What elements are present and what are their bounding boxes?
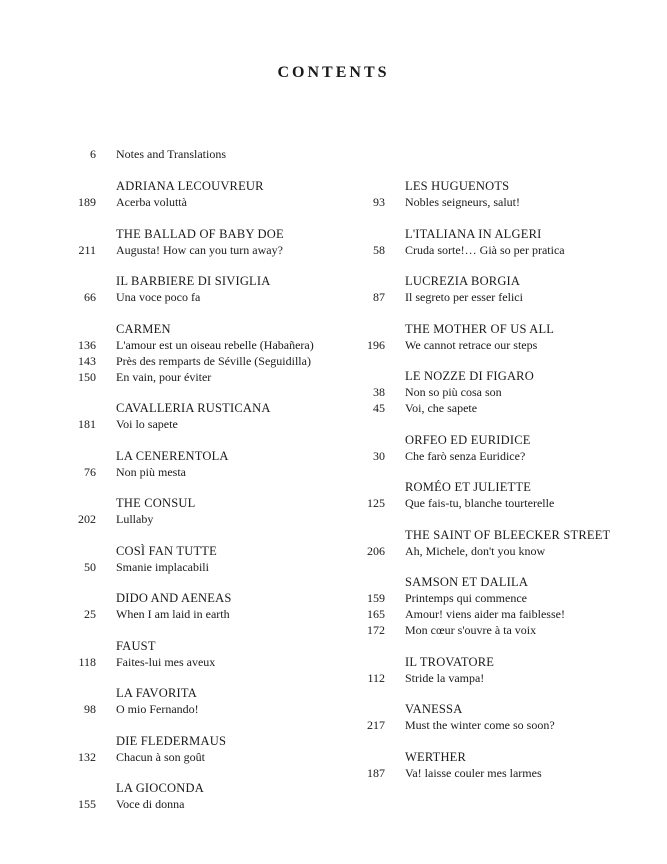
page-number: 202	[78, 512, 96, 526]
aria-title: Voi lo sapete	[116, 417, 178, 431]
opera-group	[355, 321, 655, 353]
notes-spacer	[355, 146, 655, 162]
aria-entry	[66, 464, 366, 480]
aria-title: Non so più cosa son	[405, 385, 502, 399]
opera-group	[66, 685, 366, 717]
aria-entry	[66, 194, 366, 210]
aria-title: Amour! viens aider ma faiblesse!	[405, 607, 565, 621]
opera-title: LA GIOCONDA	[116, 781, 204, 795]
page-number: 93	[373, 195, 385, 209]
aria-entry	[66, 242, 366, 258]
entry-title: Notes and Translations	[116, 147, 227, 161]
opera-group	[355, 527, 655, 559]
page-number: 165	[367, 607, 385, 621]
opera-group	[66, 226, 366, 258]
page-number: 132	[78, 749, 96, 764]
opera-title: L'ITALIANA IN ALGERI	[405, 226, 542, 241]
opera-title: LUCREZIA BORGIA	[405, 274, 521, 288]
aria-entry	[66, 369, 366, 385]
aria-title: Cruda sorte!… Già so per pratica	[405, 242, 565, 257]
page-number: 112	[367, 670, 385, 685]
aria-entry	[355, 765, 655, 781]
aria-entry	[355, 543, 655, 559]
opera-title: THE CONSUL	[116, 496, 196, 510]
left-groups	[66, 178, 366, 812]
page-number: 159	[367, 591, 385, 605]
opera-title: ROMÉO ET JULIETTE	[405, 480, 532, 494]
aria-entry	[355, 495, 655, 511]
opera-title: SAMSON ET DALILA	[405, 575, 529, 589]
page-number: 211	[78, 242, 96, 257]
page-number: 98	[84, 702, 96, 716]
aria-title: Must the winter come so soon?	[405, 718, 555, 732]
page-number: 58	[373, 242, 385, 257]
aria-title: Faites-lui mes aveux	[116, 654, 216, 669]
page-number: 172	[367, 623, 385, 637]
opera-group	[66, 638, 366, 670]
opera-group	[355, 432, 655, 464]
aria-entry	[355, 384, 655, 400]
opera-group	[355, 273, 655, 305]
aria-entry	[66, 511, 366, 527]
aria-entry	[66, 559, 366, 575]
aria-title: Nobles seigneurs, salut!	[405, 195, 520, 209]
aria-entry	[355, 606, 655, 622]
opera-group	[355, 226, 655, 258]
aria-title: Non più mesta	[116, 464, 186, 479]
aria-title: Stride la vampa!	[405, 670, 485, 685]
opera-group	[66, 448, 366, 480]
aria-title: Augusta! How can you turn away?	[116, 242, 283, 257]
aria-entry	[66, 337, 366, 353]
opera-title: IL BARBIERE DI SIVIGLIA	[116, 274, 271, 288]
page-number: 187	[367, 765, 385, 780]
aria-entry	[66, 654, 366, 670]
aria-title: Ah, Michele, don't you know	[405, 543, 546, 558]
page-number: 87	[373, 290, 385, 304]
aria-title: Que fais-tu, blanche tourterelle	[405, 496, 555, 510]
aria-title: Smanie implacabili	[116, 559, 209, 574]
opera-group	[355, 368, 655, 416]
aria-title: Chacun à son goût	[116, 749, 205, 764]
aria-title: Voce di donna	[116, 797, 185, 811]
aria-title: Che farò senza Euridice?	[405, 448, 526, 463]
opera-title: LA CENERENTOLA	[116, 448, 229, 463]
opera-title: LA FAVORITA	[116, 686, 197, 700]
aria-title: Acerba voluttà	[116, 195, 187, 209]
page-number: 136	[78, 337, 96, 352]
aria-entry	[355, 622, 655, 638]
opera-title: COSÌ FAN TUTTE	[116, 543, 217, 558]
aria-title: Mon cœur s'ouvre à ta voix	[405, 623, 537, 637]
aria-title: Il segreto per esser felici	[405, 290, 523, 304]
opera-group	[66, 590, 366, 622]
aria-title: Lullaby	[116, 512, 154, 526]
aria-entry	[66, 606, 366, 622]
aria-entry	[355, 400, 655, 416]
opera-group	[66, 733, 366, 765]
opera-title: VANESSA	[405, 702, 463, 716]
opera-title: DIDO AND AENEAS	[116, 591, 232, 605]
contents-left-column	[66, 146, 366, 828]
page-number: 50	[84, 559, 96, 574]
page-number: 38	[373, 385, 385, 399]
aria-entry	[355, 289, 655, 305]
opera-group	[355, 749, 655, 781]
page-number: 118	[78, 654, 96, 669]
aria-entry	[355, 194, 655, 210]
aria-title: O mio Fernando!	[116, 702, 199, 716]
aria-entry	[66, 796, 366, 812]
page-number: 125	[367, 496, 385, 510]
page-number: 189	[78, 195, 96, 209]
opera-title: ORFEO ED EURIDICE	[405, 432, 531, 447]
aria-title: We cannot retrace our steps	[405, 337, 538, 352]
contents-right-column	[355, 146, 655, 796]
page-number: 66	[84, 290, 96, 304]
right-groups	[355, 178, 655, 781]
opera-group	[66, 400, 366, 432]
opera-title: THE SAINT OF BLEECKER STREET	[405, 527, 611, 542]
opera-group	[66, 543, 366, 575]
opera-group	[66, 178, 366, 210]
page-title: CONTENTS	[277, 64, 390, 81]
aria-title: Près des remparts de Séville (Seguidilla)	[116, 353, 311, 368]
opera-group	[355, 574, 655, 638]
aria-entry	[355, 242, 655, 258]
opera-title: LES HUGUENOTS	[405, 179, 510, 193]
aria-entry	[355, 670, 655, 686]
opera-title: FAUST	[116, 638, 156, 653]
opera-title: WERTHER	[405, 749, 467, 764]
opera-title: LE NOZZE DI FIGARO	[405, 369, 534, 383]
aria-entry	[66, 749, 366, 765]
aria-entry	[66, 289, 366, 305]
opera-title: DIE FLEDERMAUS	[116, 733, 227, 748]
opera-group	[66, 321, 366, 385]
opera-title: THE BALLAD OF BABY DOE	[116, 226, 284, 241]
opera-title: CARMEN	[116, 321, 171, 336]
opera-group	[355, 479, 655, 511]
notes-entry	[66, 146, 366, 162]
opera-group	[355, 178, 655, 210]
page-number: 45	[373, 401, 385, 415]
aria-title: Voi, che sapete	[405, 401, 478, 415]
aria-entry	[66, 416, 366, 432]
page-number: 150	[78, 369, 96, 384]
aria-entry	[355, 448, 655, 464]
aria-entry	[355, 337, 655, 353]
aria-entry	[66, 353, 366, 369]
opera-title: IL TROVATORE	[405, 654, 495, 669]
opera-title: ADRIANA LECOUVREUR	[116, 179, 264, 193]
page-number: 76	[84, 464, 96, 479]
page-number: 206	[367, 543, 385, 558]
page-number: 6	[90, 147, 96, 161]
aria-title: Una voce poco fa	[116, 290, 201, 304]
page-number: 30	[373, 448, 385, 463]
opera-group	[66, 780, 366, 812]
aria-title: When I am laid in earth	[116, 607, 230, 621]
opera-title: CAVALLERIA RUSTICANA	[116, 401, 271, 415]
aria-entry	[355, 717, 655, 733]
aria-title: Va! laisse couler mes larmes	[405, 765, 542, 780]
aria-title: Printemps qui commence	[405, 591, 527, 605]
aria-title: L'amour est un oiseau rebelle (Habañera)	[116, 337, 314, 352]
page-number: 217	[367, 718, 385, 732]
page-number: 25	[84, 607, 96, 621]
opera-group	[66, 273, 366, 305]
opera-group	[355, 654, 655, 686]
aria-entry	[355, 590, 655, 606]
page-number: 143	[78, 353, 96, 368]
page-number: 155	[78, 797, 96, 811]
page-number: 196	[367, 337, 385, 352]
opera-title: THE MOTHER OF US ALL	[405, 321, 555, 336]
opera-group	[355, 701, 655, 733]
aria-entry	[66, 701, 366, 717]
aria-title: En vain, pour éviter	[116, 369, 212, 384]
page-number: 181	[78, 417, 96, 431]
opera-group	[66, 495, 366, 527]
